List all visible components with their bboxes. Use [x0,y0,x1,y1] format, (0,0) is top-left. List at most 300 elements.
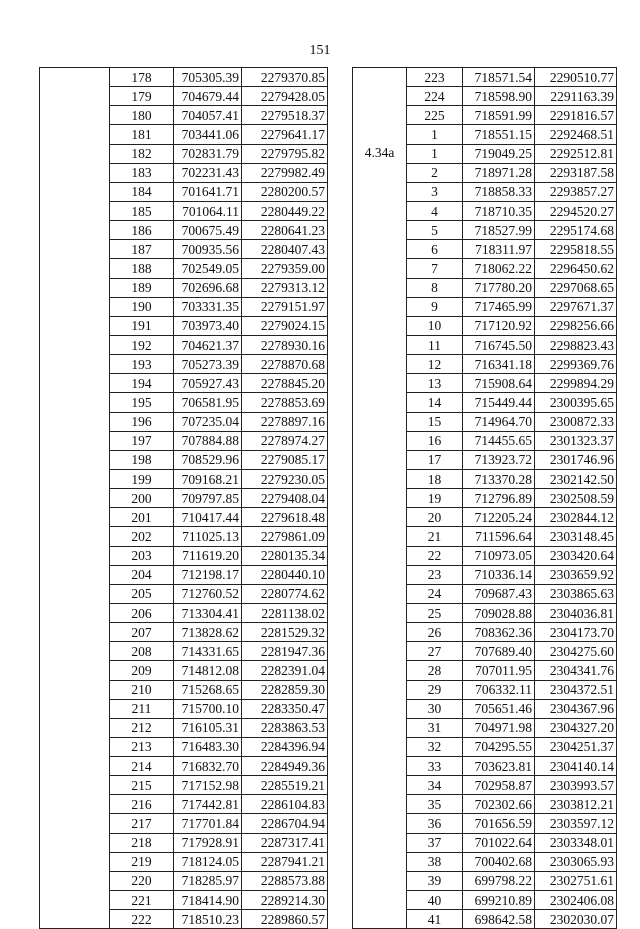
x-coordinate-cell: 718858.33 [463,182,535,201]
table-row [40,144,328,163]
point-number-cell: 17 [407,450,463,469]
x-coordinate-cell: 709687.43 [463,584,535,603]
point-number-cell: 178 [110,68,174,87]
x-coordinate-cell: 710417.44 [174,508,242,527]
table-row [353,910,617,929]
y-coordinate-cell: 2280449.22 [242,201,328,220]
table-row [353,201,617,220]
y-coordinate-cell: 2284949.36 [242,757,328,776]
x-coordinate-cell: 718571.54 [463,68,535,87]
y-coordinate-cell: 2293857.27 [535,182,617,201]
x-coordinate-cell: 708529.96 [174,450,242,469]
y-coordinate-cell: 2283350.47 [242,699,328,718]
x-coordinate-cell: 703441.06 [174,125,242,144]
point-number-cell: 187 [110,240,174,259]
table-row [40,508,328,527]
x-coordinate-cell: 711596.64 [463,527,535,546]
table-row [353,106,617,125]
point-number-cell: 41 [407,910,463,929]
section-cell [353,718,407,737]
y-coordinate-cell: 2294520.27 [535,201,617,220]
table-row [353,278,617,297]
point-number-cell: 1 [407,144,463,163]
x-coordinate-cell: 718710.35 [463,201,535,220]
table-row [40,776,328,795]
table-row [40,182,328,201]
point-number-cell: 180 [110,106,174,125]
section-cell: 4.34a [353,144,407,163]
table-row [353,68,617,87]
y-coordinate-cell: 2304372.51 [535,680,617,699]
point-number-cell: 32 [407,737,463,756]
x-coordinate-cell: 719049.25 [463,144,535,163]
x-coordinate-cell: 716105.31 [174,718,242,737]
y-coordinate-cell: 2301746.96 [535,450,617,469]
y-coordinate-cell: 2279313.12 [242,278,328,297]
y-coordinate-cell: 2295818.55 [535,240,617,259]
point-number-cell: 181 [110,125,174,144]
section-cell [40,316,110,335]
y-coordinate-cell: 2304173.70 [535,623,617,642]
point-number-cell: 202 [110,527,174,546]
table-row [40,910,328,929]
x-coordinate-cell: 698642.58 [463,910,535,929]
y-coordinate-cell: 2290510.77 [535,68,617,87]
section-cell [353,527,407,546]
x-coordinate-cell: 710973.05 [463,546,535,565]
y-coordinate-cell: 2303812.21 [535,795,617,814]
point-number-cell: 36 [407,814,463,833]
section-cell [40,221,110,240]
point-number-cell: 186 [110,221,174,240]
y-coordinate-cell: 2279982.49 [242,163,328,182]
point-number-cell: 16 [407,431,463,450]
section-cell [40,814,110,833]
x-coordinate-cell: 711025.13 [174,527,242,546]
table-row [40,355,328,374]
point-number-cell: 40 [407,891,463,910]
y-coordinate-cell: 2304275.60 [535,642,617,661]
section-cell [40,680,110,699]
section-cell [353,201,407,220]
x-coordinate-cell: 700675.49 [174,221,242,240]
section-cell [40,87,110,106]
x-coordinate-cell: 702958.87 [463,776,535,795]
y-coordinate-cell: 2286704.94 [242,814,328,833]
y-coordinate-cell: 2303348.01 [535,833,617,852]
point-number-cell: 6 [407,240,463,259]
table-row [40,106,328,125]
table-row [40,891,328,910]
x-coordinate-cell: 707884.88 [174,431,242,450]
table-row [40,240,328,259]
table-row [353,144,617,163]
x-coordinate-cell: 713923.72 [463,450,535,469]
table-row [40,718,328,737]
section-cell [40,699,110,718]
x-coordinate-cell: 707689.40 [463,642,535,661]
section-cell [40,661,110,680]
section-cell [40,603,110,622]
point-number-cell: 219 [110,852,174,871]
y-coordinate-cell: 2303597.12 [535,814,617,833]
table-row [40,259,328,278]
section-cell [353,546,407,565]
y-coordinate-cell: 2279641.17 [242,125,328,144]
section-cell [40,240,110,259]
point-number-cell: 34 [407,776,463,795]
table-row [40,680,328,699]
point-number-cell: 206 [110,603,174,622]
table-row [353,259,617,278]
y-coordinate-cell: 2282859.30 [242,680,328,699]
x-coordinate-cell: 705273.39 [174,355,242,374]
x-coordinate-cell: 718285.97 [174,871,242,890]
table-row [353,699,617,718]
section-cell [353,680,407,699]
x-coordinate-cell: 717780.20 [463,278,535,297]
table-row [40,412,328,431]
y-coordinate-cell: 2303993.57 [535,776,617,795]
table-row [353,680,617,699]
section-cell [353,833,407,852]
point-number-cell: 210 [110,680,174,699]
coordinates-table-left [39,67,328,929]
table-row [40,316,328,335]
x-coordinate-cell: 718414.90 [174,891,242,910]
table-row [353,546,617,565]
point-number-cell: 203 [110,546,174,565]
section-cell [353,584,407,603]
point-number-cell: 12 [407,355,463,374]
x-coordinate-cell: 712198.17 [174,565,242,584]
section-cell [353,642,407,661]
section-cell [353,910,407,929]
table-row [353,431,617,450]
point-number-cell: 26 [407,623,463,642]
y-coordinate-cell: 2279085.17 [242,450,328,469]
x-coordinate-cell: 710336.14 [463,565,535,584]
table-row [353,508,617,527]
section-cell [353,106,407,125]
y-coordinate-cell: 2300395.65 [535,393,617,412]
y-coordinate-cell: 2280440.10 [242,565,328,584]
y-coordinate-cell: 2279428.05 [242,87,328,106]
y-coordinate-cell: 2284396.94 [242,737,328,756]
table-row [353,469,617,488]
x-coordinate-cell: 707235.04 [174,412,242,431]
point-number-cell: 209 [110,661,174,680]
x-coordinate-cell: 704971.98 [463,718,535,737]
point-number-cell: 3 [407,182,463,201]
table-row [353,335,617,354]
x-coordinate-cell: 717701.84 [174,814,242,833]
table-row [40,565,328,584]
point-number-cell: 179 [110,87,174,106]
section-cell [353,852,407,871]
point-number-cell: 192 [110,335,174,354]
point-number-cell: 198 [110,450,174,469]
point-number-cell: 38 [407,852,463,871]
section-cell [40,584,110,603]
y-coordinate-cell: 2292468.51 [535,125,617,144]
y-coordinate-cell: 2297068.65 [535,278,617,297]
section-cell [353,795,407,814]
section-cell [353,661,407,680]
point-number-cell: 195 [110,393,174,412]
point-number-cell: 213 [110,737,174,756]
x-coordinate-cell: 701656.59 [463,814,535,833]
x-coordinate-cell: 704679.44 [174,87,242,106]
table-row [353,603,617,622]
y-coordinate-cell: 2279230.05 [242,469,328,488]
section-cell [40,355,110,374]
x-coordinate-cell: 714455.65 [463,431,535,450]
point-number-cell: 7 [407,259,463,278]
section-cell [353,182,407,201]
x-coordinate-cell: 716341.18 [463,355,535,374]
section-cell [40,546,110,565]
x-coordinate-cell: 713370.28 [463,469,535,488]
y-coordinate-cell: 2303065.93 [535,852,617,871]
y-coordinate-cell: 2303420.64 [535,546,617,565]
table-row [353,412,617,431]
y-coordinate-cell: 2298823.43 [535,335,617,354]
x-coordinate-cell: 717152.98 [174,776,242,795]
table-row [353,374,617,393]
x-coordinate-cell: 701022.64 [463,833,535,852]
section-cell [353,699,407,718]
section-cell [353,259,407,278]
section-cell [40,489,110,508]
x-coordinate-cell: 705927.43 [174,374,242,393]
section-cell [353,412,407,431]
table-row [353,737,617,756]
y-coordinate-cell: 2281529.32 [242,623,328,642]
x-coordinate-cell: 716832.70 [174,757,242,776]
table-row [353,623,617,642]
y-coordinate-cell: 2299369.76 [535,355,617,374]
table-row [40,450,328,469]
table-row [40,163,328,182]
section-cell [40,278,110,297]
point-number-cell: 11 [407,335,463,354]
table-row [353,316,617,335]
y-coordinate-cell: 2289860.57 [242,910,328,929]
y-coordinate-cell: 2279370.85 [242,68,328,87]
point-number-cell: 25 [407,603,463,622]
section-cell [40,431,110,450]
table-row [353,221,617,240]
x-coordinate-cell: 716745.50 [463,335,535,354]
x-coordinate-cell: 714964.70 [463,412,535,431]
table-row [40,546,328,565]
table-row [40,661,328,680]
x-coordinate-cell: 704621.37 [174,335,242,354]
table-row [353,852,617,871]
table-row [353,871,617,890]
x-coordinate-cell: 715449.44 [463,393,535,412]
x-coordinate-cell: 711619.20 [174,546,242,565]
coordinates-table-right [352,67,617,929]
section-cell [40,795,110,814]
section-cell [40,833,110,852]
point-number-cell: 216 [110,795,174,814]
point-number-cell: 211 [110,699,174,718]
y-coordinate-cell: 2302751.61 [535,871,617,890]
x-coordinate-cell: 703331.35 [174,297,242,316]
section-cell [353,393,407,412]
point-number-cell: 33 [407,757,463,776]
x-coordinate-cell: 717465.99 [463,297,535,316]
table-row [353,661,617,680]
section-cell [40,163,110,182]
x-coordinate-cell: 718971.28 [463,163,535,182]
point-number-cell: 2 [407,163,463,182]
table-row [353,87,617,106]
x-coordinate-cell: 717442.81 [174,795,242,814]
page-number: 151 [309,43,331,58]
y-coordinate-cell: 2287317.41 [242,833,328,852]
point-number-cell: 191 [110,316,174,335]
table-row [40,68,328,87]
table-row [353,125,617,144]
y-coordinate-cell: 2278930.16 [242,335,328,354]
y-coordinate-cell: 2303148.45 [535,527,617,546]
point-number-cell: 39 [407,871,463,890]
table-row [40,757,328,776]
section-cell [353,871,407,890]
y-coordinate-cell: 2304327.20 [535,718,617,737]
y-coordinate-cell: 2280774.62 [242,584,328,603]
x-coordinate-cell: 718551.15 [463,125,535,144]
y-coordinate-cell: 2302142.50 [535,469,617,488]
section-cell [40,527,110,546]
point-number-cell: 30 [407,699,463,718]
section-cell [353,450,407,469]
point-number-cell: 4 [407,201,463,220]
section-cell [353,335,407,354]
x-coordinate-cell: 702696.68 [174,278,242,297]
table-row [353,182,617,201]
section-cell [353,355,407,374]
table-row [40,489,328,508]
point-number-cell: 194 [110,374,174,393]
section-cell [353,278,407,297]
section-cell [40,508,110,527]
y-coordinate-cell: 2304251.37 [535,737,617,756]
point-number-cell: 188 [110,259,174,278]
table-row [353,355,617,374]
x-coordinate-cell: 712760.52 [174,584,242,603]
section-cell [40,565,110,584]
y-coordinate-cell: 2304367.96 [535,699,617,718]
section-cell [353,316,407,335]
section-cell [353,431,407,450]
table-row [353,163,617,182]
point-number-cell: 212 [110,718,174,737]
section-cell [40,297,110,316]
point-number-cell: 27 [407,642,463,661]
x-coordinate-cell: 699798.22 [463,871,535,890]
section-cell [40,737,110,756]
table-row [40,699,328,718]
section-cell [353,565,407,584]
table-row [40,393,328,412]
table-row [353,776,617,795]
x-coordinate-cell: 704057.41 [174,106,242,125]
table-row [40,278,328,297]
section-cell [40,776,110,795]
table-row [40,833,328,852]
table-row [353,795,617,814]
point-number-cell: 225 [407,106,463,125]
y-coordinate-cell: 2286104.83 [242,795,328,814]
x-coordinate-cell: 708362.36 [463,623,535,642]
y-coordinate-cell: 2301323.37 [535,431,617,450]
section-cell [40,182,110,201]
point-number-cell: 221 [110,891,174,910]
point-number-cell: 1 [407,125,463,144]
section-cell [40,910,110,929]
x-coordinate-cell: 718062.22 [463,259,535,278]
point-number-cell: 24 [407,584,463,603]
y-coordinate-cell: 2288573.88 [242,871,328,890]
table-row [353,642,617,661]
table-row [40,469,328,488]
section-cell [353,623,407,642]
table-row [40,201,328,220]
x-coordinate-cell: 718311.97 [463,240,535,259]
point-number-cell: 197 [110,431,174,450]
table-row [40,871,328,890]
x-coordinate-cell: 716483.30 [174,737,242,756]
point-number-cell: 182 [110,144,174,163]
section-cell [40,412,110,431]
y-coordinate-cell: 2282391.04 [242,661,328,680]
x-coordinate-cell: 709168.21 [174,469,242,488]
point-number-cell: 218 [110,833,174,852]
x-coordinate-cell: 715908.64 [463,374,535,393]
point-number-cell: 190 [110,297,174,316]
x-coordinate-cell: 707011.95 [463,661,535,680]
point-number-cell: 189 [110,278,174,297]
section-cell [40,623,110,642]
point-number-cell: 18 [407,469,463,488]
x-coordinate-cell: 715700.10 [174,699,242,718]
point-number-cell: 14 [407,393,463,412]
section-cell [353,489,407,508]
y-coordinate-cell: 2291163.39 [535,87,617,106]
x-coordinate-cell: 703623.81 [463,757,535,776]
section-cell [353,508,407,527]
point-number-cell: 37 [407,833,463,852]
table-row [353,240,617,259]
section-cell [40,757,110,776]
y-coordinate-cell: 2292512.81 [535,144,617,163]
y-coordinate-cell: 2302030.07 [535,910,617,929]
x-coordinate-cell: 701641.71 [174,182,242,201]
y-coordinate-cell: 2278897.16 [242,412,328,431]
x-coordinate-cell: 702302.66 [463,795,535,814]
table-row [353,393,617,412]
section-cell [40,374,110,393]
section-cell [353,240,407,259]
y-coordinate-cell: 2297671.37 [535,297,617,316]
point-number-cell: 220 [110,871,174,890]
y-coordinate-cell: 2279408.04 [242,489,328,508]
section-cell [40,335,110,354]
